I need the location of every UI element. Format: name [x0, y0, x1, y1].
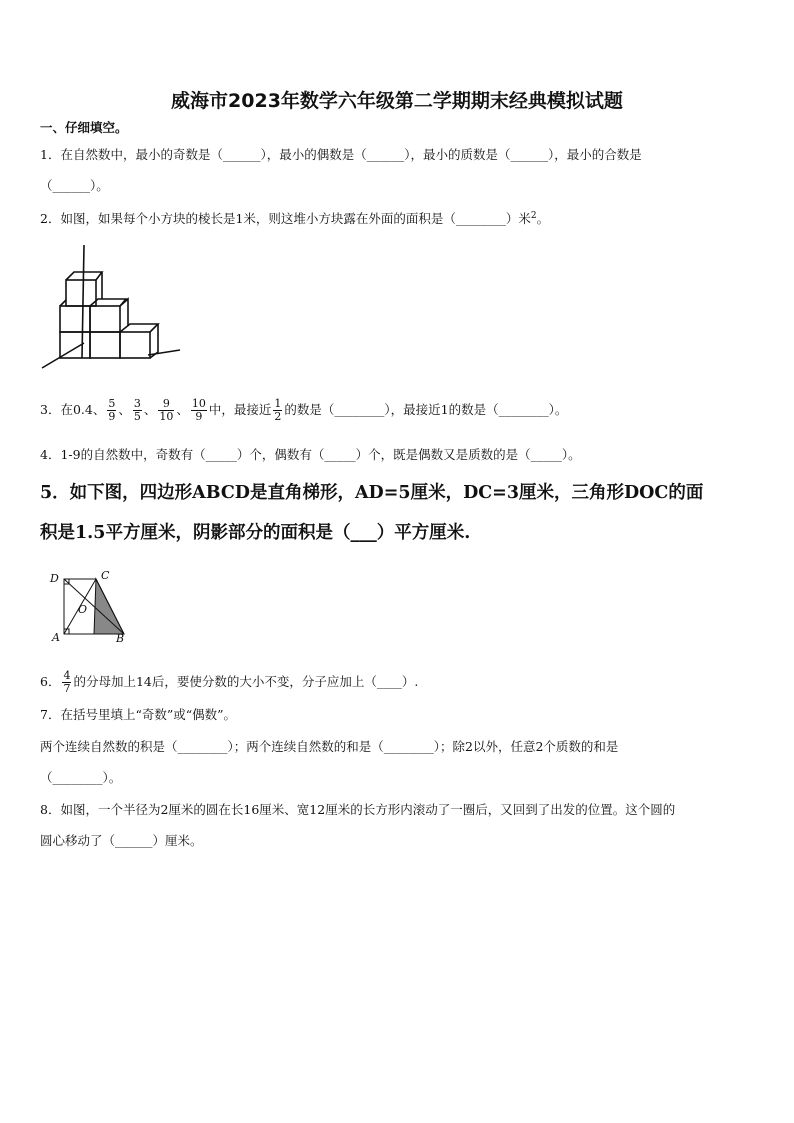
separator: 、	[176, 402, 189, 417]
vertex-label-a: A	[52, 631, 60, 644]
question-1-line-1: 1．在自然数中，最小的奇数是（______），最小的偶数是（______），最小的质数是（______），最小的合数是	[40, 147, 642, 162]
question-7-line-2: 两个连续自然数的积是（________）；两个连续自然数的和是（________）；除2以外，任意2个质数的和是	[40, 739, 619, 754]
fraction-denominator: 9	[108, 410, 116, 423]
question-3	[40, 398, 567, 423]
question-3-prefix: 3．在0.4、	[40, 402, 106, 417]
page-title: 威海市2023年数学六年级第二学期期末经典模拟试题	[171, 90, 623, 112]
question-3-suffix: 的数是（________），最接近1的数是（________）。	[284, 402, 568, 417]
trapezoid-figure	[46, 567, 136, 645]
vertex-label-o: O	[78, 603, 88, 616]
question-2-end: 。	[536, 211, 550, 227]
question-1-line-2: （______）。	[40, 178, 109, 193]
question-6-text: 的分母加上14后，要使分数的大小不变，分子应加上（____）.	[73, 674, 419, 689]
question-2-superscript: 2	[530, 211, 537, 221]
vertex-label-d: D	[50, 572, 59, 585]
question-6-prefix: 6．	[40, 674, 61, 689]
fraction-10-9	[191, 398, 207, 423]
question-7-line-1: 7．在括号里填上“奇数”或“偶数”。	[40, 707, 237, 722]
question-8-line-1: 8．如图，一个半径为2厘米的圆在长16厘米、宽12厘米的长方形内滚动了一圈后，又回到了出发的位置。这个圆的	[40, 802, 676, 817]
fraction-1-2	[273, 398, 282, 423]
fraction-3-5	[133, 398, 142, 423]
fraction-numerator: 4	[63, 669, 71, 682]
question-6	[40, 670, 418, 695]
fraction-numerator: 9	[158, 398, 174, 411]
fraction-denominator: 7	[63, 682, 71, 695]
fraction-9-10	[158, 398, 174, 423]
fraction-4-7	[62, 670, 71, 695]
question-5-line-2: 积是1.5平方厘米，阴影部分的面积是（___）平方厘米.	[40, 523, 471, 543]
fraction-numerator: 5	[108, 397, 116, 410]
question-4: 4．1-9的自然数中，奇数有（_____）个，偶数有（_____）个，既是偶数又是质数的是（_____）。	[40, 447, 581, 462]
question-2	[40, 208, 549, 227]
fraction-denominator: 9	[195, 410, 203, 423]
separator: 、	[118, 402, 131, 417]
vertex-label-c: C	[101, 569, 110, 582]
question-5-line-1: 5．如下图，四边形ABCD是直角梯形，AD=5厘米，DC=3厘米，三角形DOC的面	[40, 483, 704, 503]
section-heading: 一、仔细填空。	[40, 120, 128, 135]
fraction-numerator: 10	[191, 397, 206, 410]
fraction-numerator: 1	[274, 397, 282, 410]
question-3-mid: 中，最接近	[208, 402, 272, 417]
separator: 、	[143, 402, 157, 417]
fraction-denominator: 10	[159, 410, 174, 423]
question-8-line-2: 圆心移动了（______）厘米。	[40, 833, 203, 848]
fraction-denominator: 5	[133, 410, 141, 423]
fraction-numerator: 3	[133, 397, 141, 410]
fraction-denominator: 2	[274, 410, 282, 423]
fraction-5-9	[107, 398, 116, 423]
vertex-label-b: B	[116, 632, 125, 645]
question-2-text: 2．如图，如果每个小方块的棱长是1米，则这堆小方块露在外面的面积是（________）米	[40, 211, 531, 227]
cube-stack-figure	[38, 240, 183, 370]
question-7-line-3: （________）。	[40, 770, 122, 785]
